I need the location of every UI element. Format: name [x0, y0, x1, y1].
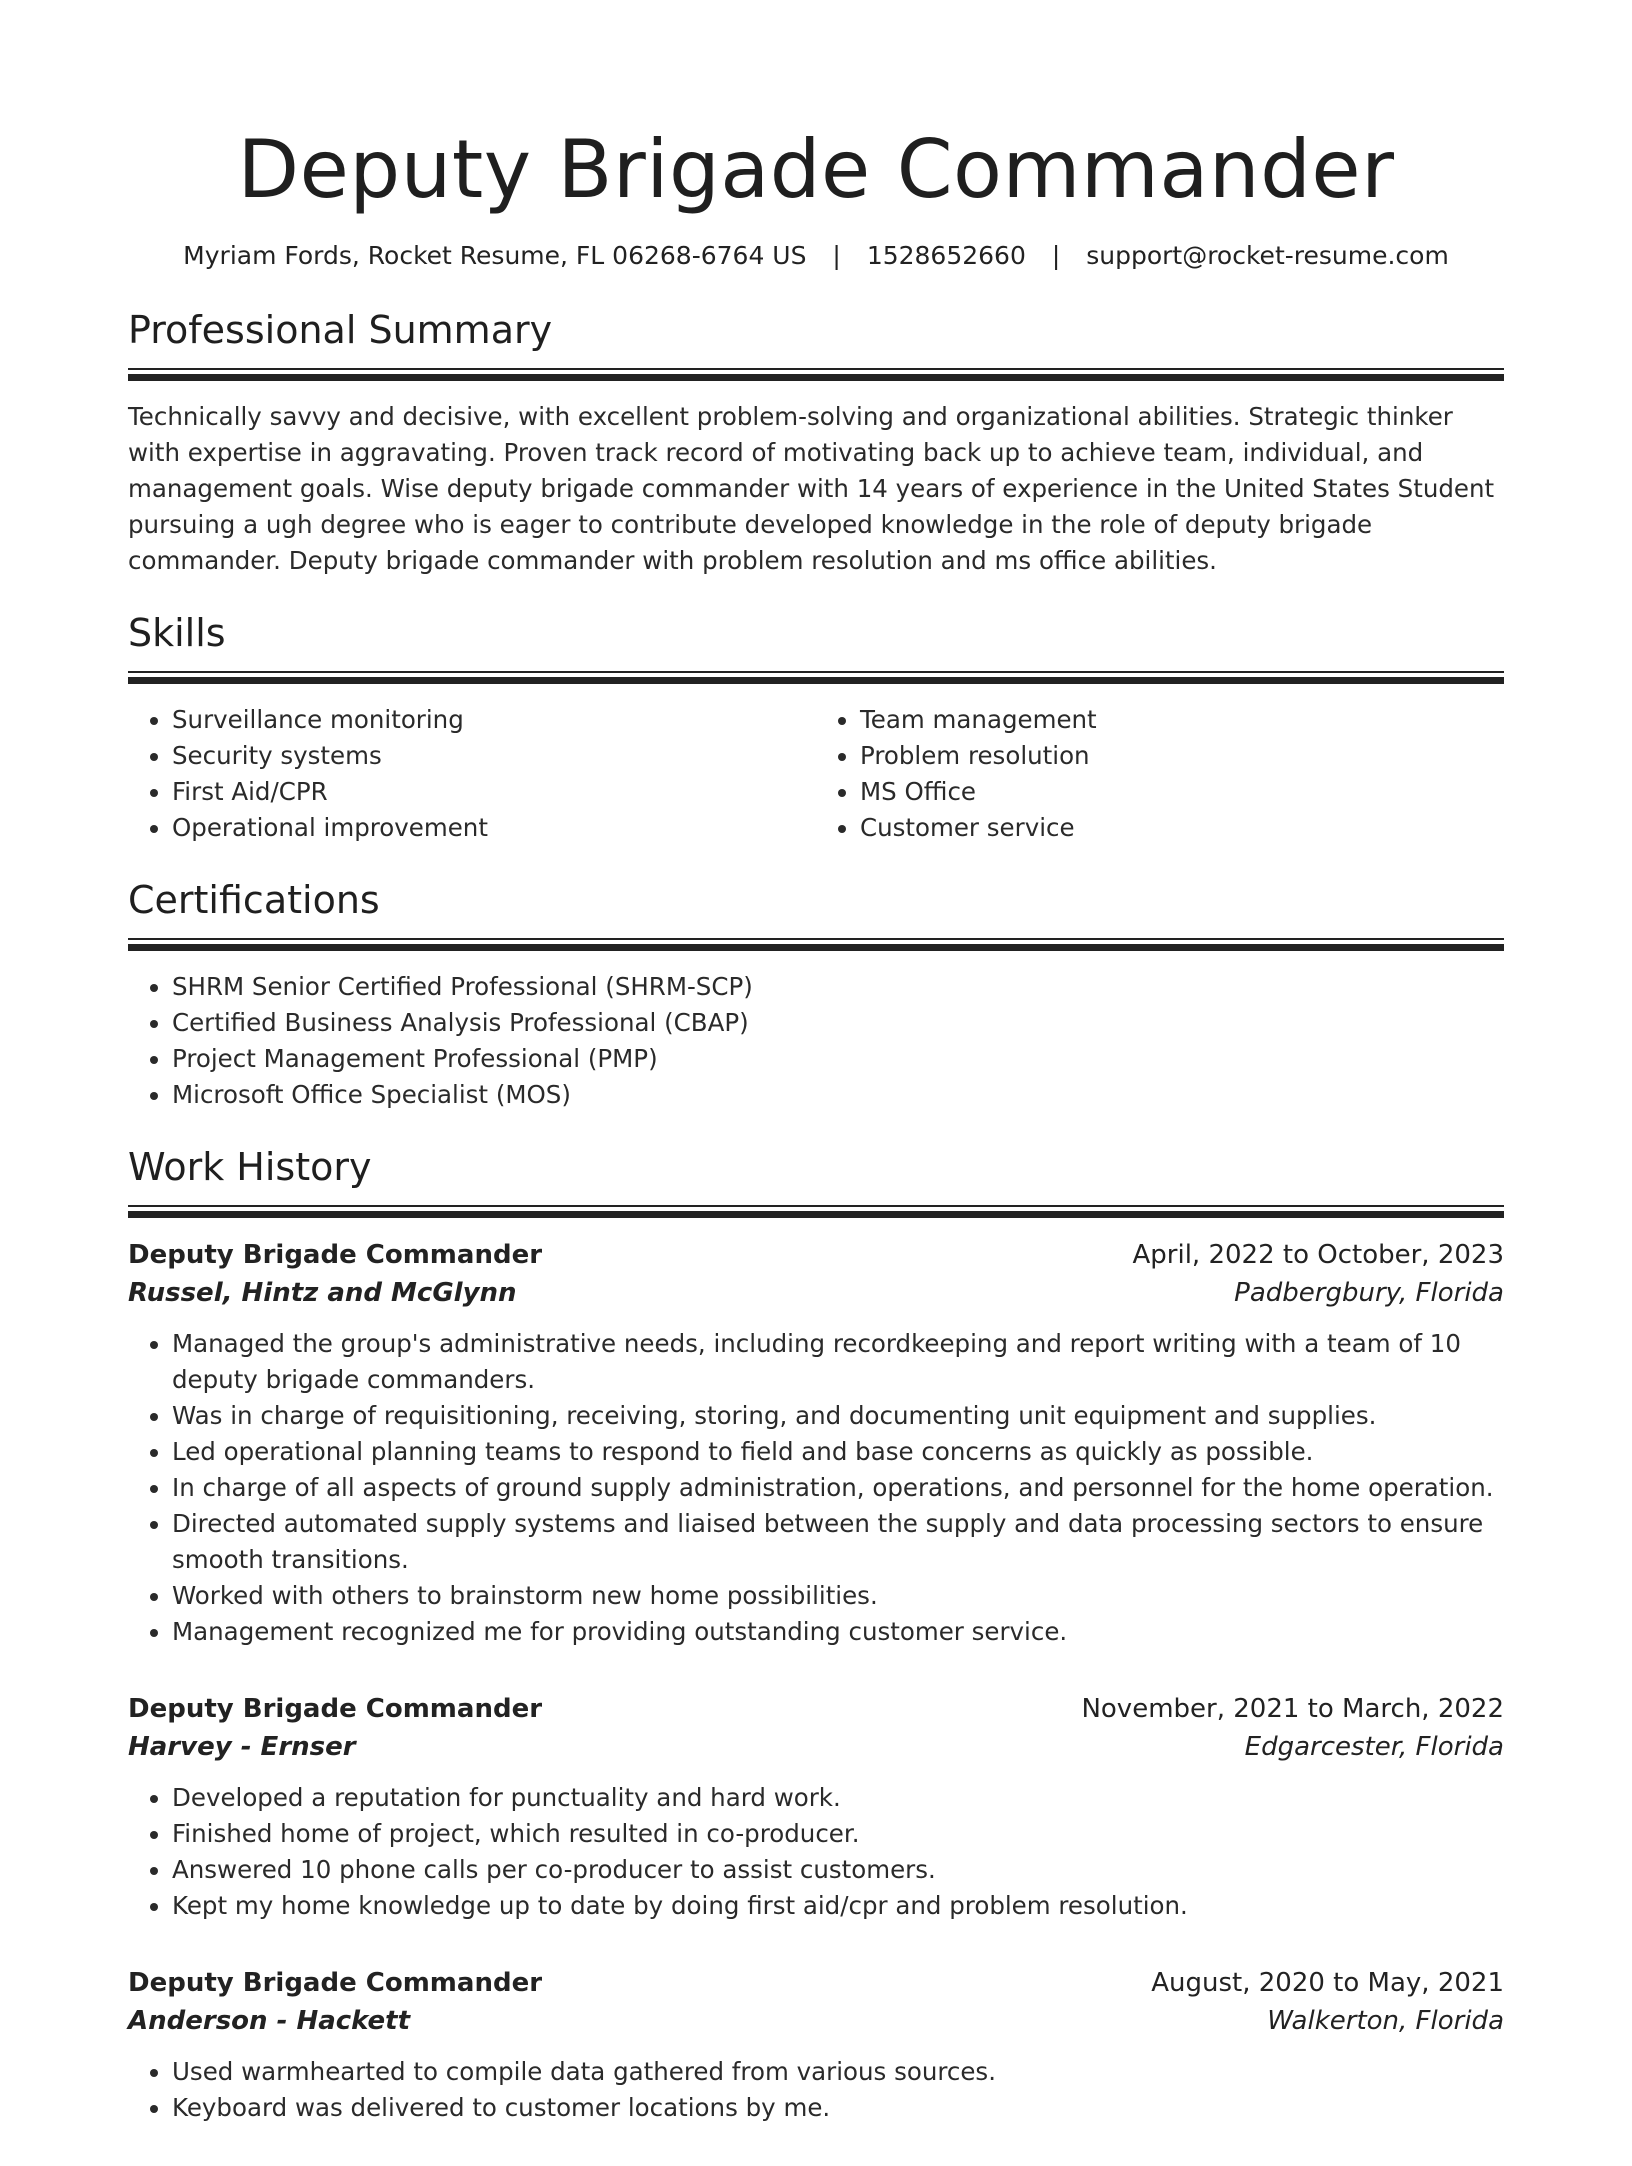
job-bullet: • Kept my home knowledge up to date by doing first aid/cpr and problem resolution.: [172, 1888, 1504, 1924]
job-header-row: [128, 1964, 1504, 2002]
job-bullet: • Was in charge of requisitioning, receiving, storing, and documenting unit equipment and supplies.: [172, 1398, 1504, 1434]
job-header-row: [128, 1690, 1504, 1728]
job-title: Deputy Brigade Commander: [128, 1240, 543, 1270]
job-bullet: • Management recognized me for providing outstanding customer service.: [172, 1614, 1504, 1650]
job-entry: [128, 1964, 1504, 2126]
job-bullet: • Managed the group's administrative needs, including recordkeeping and report writing with a team of 10 deputy brigade commanders.: [172, 1326, 1504, 1398]
skills-section: [128, 607, 1504, 846]
certification-item: • Project Management Professional (PMP): [172, 1041, 1504, 1077]
certification-item: • Certified Business Analysis Professional (CBAP): [172, 1005, 1504, 1041]
contact-address: Myriam Fords, Rocket Resume, FL 06268-6764 US: [183, 241, 807, 270]
skill-item: • Customer service: [860, 810, 1504, 846]
section-title-summary: Professional Summary: [128, 308, 553, 352]
certification-item: • Microsoft Office Specialist (MOS): [172, 1077, 1504, 1113]
section-divider: [128, 938, 1504, 951]
contact-email: support@rocket-resume.com: [1086, 241, 1449, 270]
contact-line: [128, 238, 1504, 274]
skill-item: • Team management: [860, 702, 1504, 738]
job-dates: April, 2022 to October, 2023: [1132, 1240, 1504, 1270]
job-company-row: [128, 1274, 1504, 1312]
job-bullets: [128, 2054, 1504, 2126]
job-entry: [128, 1690, 1504, 1924]
job-header-row: [128, 1236, 1504, 1274]
certifications-section: [128, 874, 1504, 1113]
work-history-section: [128, 1141, 1504, 2126]
job-bullet: • Finished home of project, which resulted in co-producer.: [172, 1816, 1504, 1852]
job-bullet: • Led operational planning teams to respond to field and base concerns as quickly as possible.: [172, 1434, 1504, 1470]
job-location: Padbergbury, Florida: [1234, 1278, 1504, 1308]
job-bullet: • Used warmhearted to compile data gathered from various sources.: [172, 2054, 1504, 2090]
certification-item: • SHRM Senior Certified Professional (SHRM-SCP): [172, 969, 1504, 1005]
section-title-work-history: Work History: [128, 1145, 372, 1189]
job-company-row: [128, 2002, 1504, 2040]
job-bullet: • In charge of all aspects of ground supply administration, operations, and personnel for the home operation.: [172, 1470, 1504, 1506]
job-title: Deputy Brigade Commander: [128, 1694, 543, 1724]
skill-item: • Surveillance monitoring: [172, 702, 816, 738]
job-dates: August, 2020 to May, 2021: [1151, 1968, 1504, 1998]
job-company: Russel, Hintz and McGlynn: [128, 1278, 517, 1308]
skills-list-left: [128, 702, 816, 846]
job-dates: November, 2021 to March, 2022: [1081, 1694, 1504, 1724]
job-company-row: [128, 1728, 1504, 1766]
resume-page: [128, 120, 1504, 2166]
job-bullets: [128, 1780, 1504, 1924]
job-bullet: • Answered 10 phone calls per co-producer to assist customers.: [172, 1852, 1504, 1888]
section-title-skills: Skills: [128, 611, 226, 655]
job-bullets: [128, 1326, 1504, 1650]
contact-separator: |: [832, 241, 841, 270]
section-divider: [128, 368, 1504, 381]
job-title: Deputy Brigade Commander: [128, 1968, 543, 1998]
contact-separator: |: [1051, 241, 1061, 270]
summary-text: Technically savvy and decisive, with excellent problem-solving and organizational abilities. Strategic thinker with expertise in aggravating. Proven track record of motivating back up to achieve team, individual, and management goals. Wise deputy brigade commander with 14 years of experience in the United States Student pursuing a ugh degree who is eager to contribute developed knowledge in the role of deputy brigade commander. Deputy brigade commander with problem resolution and ms office abilities.: [128, 402, 1495, 575]
skill-item: • Problem resolution: [860, 738, 1504, 774]
resume-name: Deputy Brigade Commander: [237, 123, 1395, 216]
skills-list-right: [816, 702, 1504, 846]
job-company: Anderson - Hackett: [128, 2006, 411, 2036]
summary-section: [128, 304, 1504, 579]
skills-grid: [128, 702, 1504, 846]
job-location: Walkerton, Florida: [1267, 2006, 1504, 2036]
contact-phone: 1528652660: [866, 241, 1026, 270]
job-location: Edgarcester, Florida: [1244, 1732, 1504, 1762]
section-title-certifications: Certifications: [128, 878, 380, 922]
skill-item: • Security systems: [172, 738, 816, 774]
skill-item: • Operational improvement: [172, 810, 816, 846]
job-bullet: • Keyboard was delivered to customer locations by me.: [172, 2090, 1504, 2126]
skill-item: • MS Office: [860, 774, 1504, 810]
section-divider: [128, 671, 1504, 684]
job-bullet: • Worked with others to brainstorm new home possibilities.: [172, 1578, 1504, 1614]
job-bullet: • Developed a reputation for punctuality and hard work.: [172, 1780, 1504, 1816]
job-company: Harvey - Ernser: [128, 1732, 356, 1762]
skill-item: • First Aid/CPR: [172, 774, 816, 810]
section-divider: [128, 1205, 1504, 1218]
job-entry: [128, 1236, 1504, 1650]
job-bullet: • Directed automated supply systems and liaised between the supply and data processing sectors to ensure smooth transitions.: [172, 1506, 1504, 1578]
certifications-list: [128, 969, 1504, 1113]
